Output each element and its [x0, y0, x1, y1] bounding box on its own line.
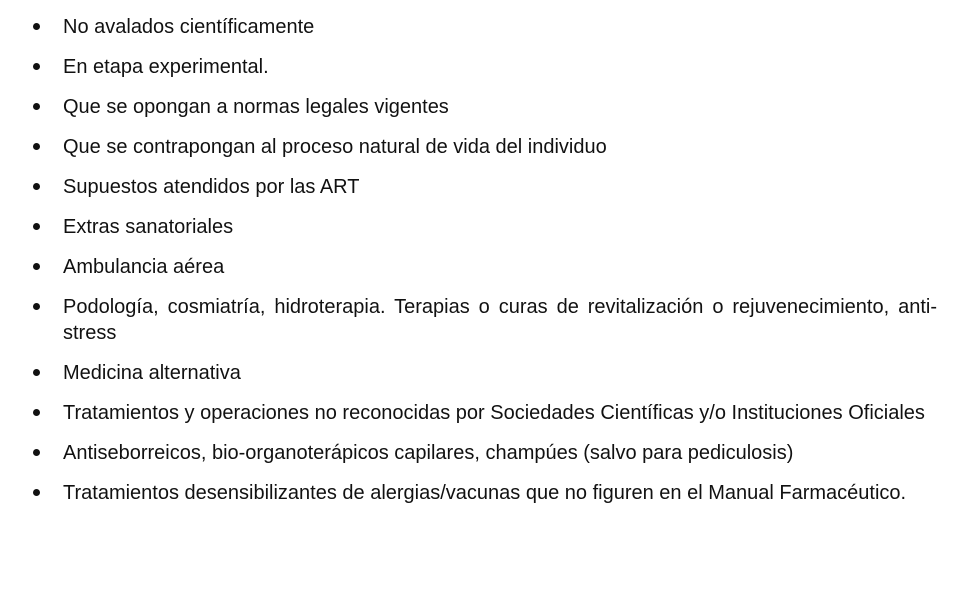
- list-item-text: Supuestos atendidos por las ART: [63, 176, 360, 198]
- bullet-icon: [33, 103, 40, 110]
- exclusions-bullet-list: [0, 14, 969, 506]
- bullet-icon: [33, 409, 40, 416]
- list-item-text: Extras sanatoriales: [63, 216, 234, 238]
- list-item-text: Que se opongan a normas legales vigentes: [63, 96, 449, 118]
- list-item: [0, 14, 969, 40]
- list-item-text: Tratamientos y operaciones no reconocidas por Sociedades Científicas y/o Instituciones Oficiales: [63, 402, 925, 424]
- bullet-icon: [33, 143, 40, 150]
- bullet-icon: [33, 183, 40, 190]
- list-item: [0, 440, 969, 466]
- list-item-text: Ambulancia aérea: [63, 256, 225, 278]
- list-item: [0, 480, 969, 506]
- list-item-text: No avalados científicamente: [63, 16, 315, 38]
- list-item: [0, 214, 969, 240]
- list-item-text: Tratamientos desensibilizantes de alergias/vacunas que no figuren en el Manual Farmacéutico.: [63, 482, 907, 504]
- bullet-icon: [33, 23, 40, 30]
- list-item: [0, 254, 969, 280]
- list-item: [0, 54, 969, 80]
- list-item-text: Medicina alternativa: [63, 362, 241, 384]
- list-item: [0, 294, 969, 346]
- list-item-text: Que se contrapongan al proceso natural de vida del individuo: [63, 136, 607, 158]
- list-item-text: Podología, cosmiatría, hidroterapia. Terapias o curas de revitalización o rejuvenecimiento, anti-stress: [63, 296, 937, 344]
- list-item-text: En etapa experimental.: [63, 56, 269, 78]
- list-item: [0, 134, 969, 160]
- bullet-icon: [33, 303, 40, 310]
- bullet-icon: [33, 63, 40, 70]
- bullet-icon: [33, 369, 40, 376]
- list-item: [0, 400, 969, 426]
- bullet-icon: [33, 263, 40, 270]
- bullet-icon: [33, 449, 40, 456]
- bullet-icon: [33, 489, 40, 496]
- bullet-icon: [33, 223, 40, 230]
- list-item-text: Antiseborreicos, bio-organoterápicos capilares, champúes (salvo para pediculosis): [63, 442, 794, 464]
- list-item: [0, 360, 969, 386]
- list-item: [0, 94, 969, 120]
- list-item: [0, 174, 969, 200]
